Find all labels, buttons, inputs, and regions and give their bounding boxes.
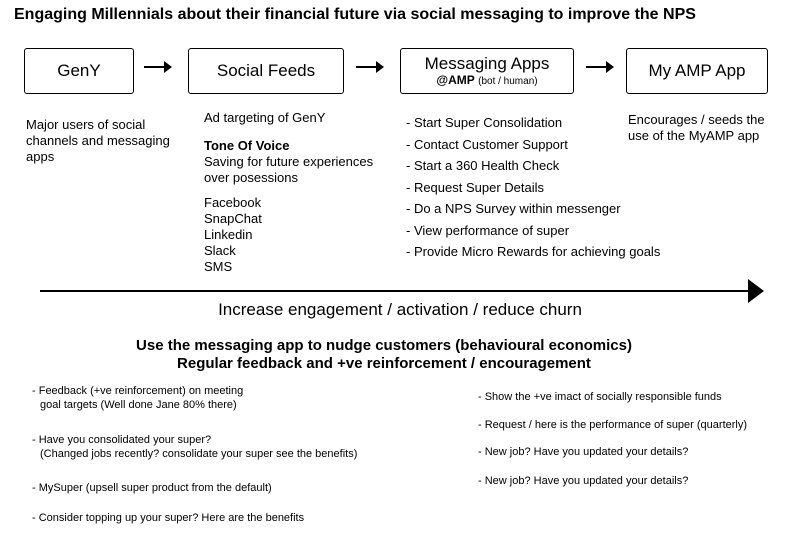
tone-of-voice-heading: Tone Of Voice: [204, 138, 290, 153]
nudge-item-line: - Feedback (+ve reinforcement) on meeting: [32, 385, 244, 397]
list-item: - Do a NPS Survey within messenger: [406, 201, 621, 216]
nudge-item-line: - MySuper (upsell super product from the default): [32, 482, 272, 494]
myamp-desc-line: use of the MyAMP app: [628, 128, 760, 143]
nudge-item-line: - Consider topping up your super? Here are the benefits: [32, 512, 305, 524]
nudge-item-line: - New job? Have you updated your details?: [478, 446, 689, 458]
messaging-apps-box: [400, 48, 574, 94]
nudge-item-line: - New job? Have you updated your details?: [478, 475, 689, 487]
geny-desc-line: apps: [26, 149, 55, 164]
social-feeds-box-label: Social Feeds: [216, 61, 316, 80]
list-item: - Start a 360 Health Check: [406, 158, 560, 173]
social-feeds-description: [204, 110, 373, 275]
nudge-item: [32, 384, 243, 412]
myamp-desc-line: Encourages / seeds the: [628, 112, 765, 127]
channel-item: SMS: [204, 259, 233, 274]
nudge-item: [32, 511, 304, 525]
channel-item: Slack: [204, 243, 236, 258]
nudge-item: [478, 390, 722, 404]
nudge-item-line: (Changed jobs recently? consolidate your super see the benefits): [40, 448, 358, 460]
my-amp-app-box: [626, 48, 768, 94]
nudge-item: [478, 474, 688, 488]
arrow-right-icon: [586, 66, 612, 68]
engagement-caption: Increase engagement / activation / reduce churn: [218, 300, 582, 319]
nudge-item-line: goal targets (Well done Jane 80% there): [40, 399, 237, 411]
channel-item: Facebook: [204, 195, 262, 210]
nudge-item-line: - Have you consolidated your super?: [32, 434, 212, 446]
my-amp-description: [628, 112, 765, 144]
nudge-heading: [0, 337, 768, 373]
tone-text-line: Saving for future experiences: [204, 154, 374, 169]
geny-desc-line: channels and messaging: [26, 133, 170, 148]
nudge-line: Use the messaging app to nudge customers (behavioural economics): [136, 337, 632, 354]
timeline-arrow-line: [40, 290, 752, 292]
nudge-line: Regular feedback and +ve reinforcement / encouragement: [177, 355, 591, 372]
nudge-item-line: - Show the +ve imact of socially responsible funds: [478, 391, 722, 403]
nudge-item: [32, 433, 357, 461]
tone-text-line: over posessions: [204, 170, 298, 185]
nudge-item: [478, 445, 688, 459]
my-amp-app-box-label: My AMP App: [648, 61, 746, 80]
channel-list: [204, 195, 373, 275]
social-feeds-box: [188, 48, 344, 94]
messaging-features-list: [406, 112, 660, 263]
arrow-right-icon: [144, 66, 170, 68]
geny-desc-line: Major users of social: [26, 117, 146, 132]
geny-box: [24, 48, 134, 94]
list-item: - Start Super Consolidation: [406, 115, 563, 130]
messaging-handle: @AMP (bot / human): [436, 73, 538, 88]
page-title: Engaging Millennials about their financial future via social messaging to improve the NPS: [14, 6, 696, 23]
list-item: - Contact Customer Support: [406, 136, 568, 152]
channel-item: SnapChat: [204, 211, 262, 226]
list-item: - View performance of super: [406, 222, 570, 238]
geny-box-label: GenY: [57, 61, 101, 80]
nudge-item-line: - Request / here is the performance of super (quarterly): [478, 419, 748, 431]
arrow-right-icon: [356, 66, 382, 68]
list-item: - Request Super Details: [406, 179, 545, 195]
channel-item: Linkedin: [204, 227, 253, 242]
messaging-apps-box-label: Messaging Apps: [424, 53, 550, 73]
nudge-item: [478, 418, 747, 432]
nudge-item: [32, 481, 272, 495]
list-item: - Provide Micro Rewards for achieving goals: [406, 244, 661, 259]
ad-targeting-text: Ad targeting of GenY: [204, 110, 326, 125]
geny-description: [26, 117, 170, 165]
